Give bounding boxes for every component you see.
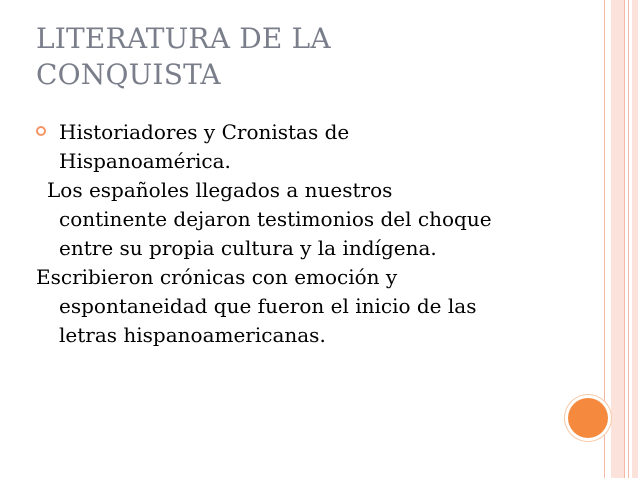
decorative-circle-icon [568,398,608,438]
paragraph-line: letras hispanoamericanas. [59,323,326,347]
decorative-stripe [611,0,624,478]
paragraph-line: entre su propia cultura y la indígena. [59,236,437,260]
bullet-line: Historiadores y Cronistas de [59,120,350,144]
slide-title [36,21,556,93]
title-line: CONQUISTA [36,58,221,91]
decorative-stripe [632,0,638,478]
paragraph [34,176,594,263]
decorative-stripe [628,0,629,478]
paragraph-line: Escribieron crónicas con emoción y [36,265,398,289]
paragraph-line: espontaneidad que fueron el inicio de las [59,294,477,318]
paragraph-line: Los españoles llegados a nuestros [47,178,393,202]
bullet-line: Hispanoamérica. [59,149,231,173]
bullet-circle-icon [36,126,46,136]
title-line: LITERATURA DE LA [36,22,331,55]
paragraph [34,263,594,350]
slide-body [34,118,594,350]
paragraph-line: continente dejaron testimonios del choque [59,207,492,231]
decorative-stripe [624,0,625,478]
bullet-item [34,118,594,176]
